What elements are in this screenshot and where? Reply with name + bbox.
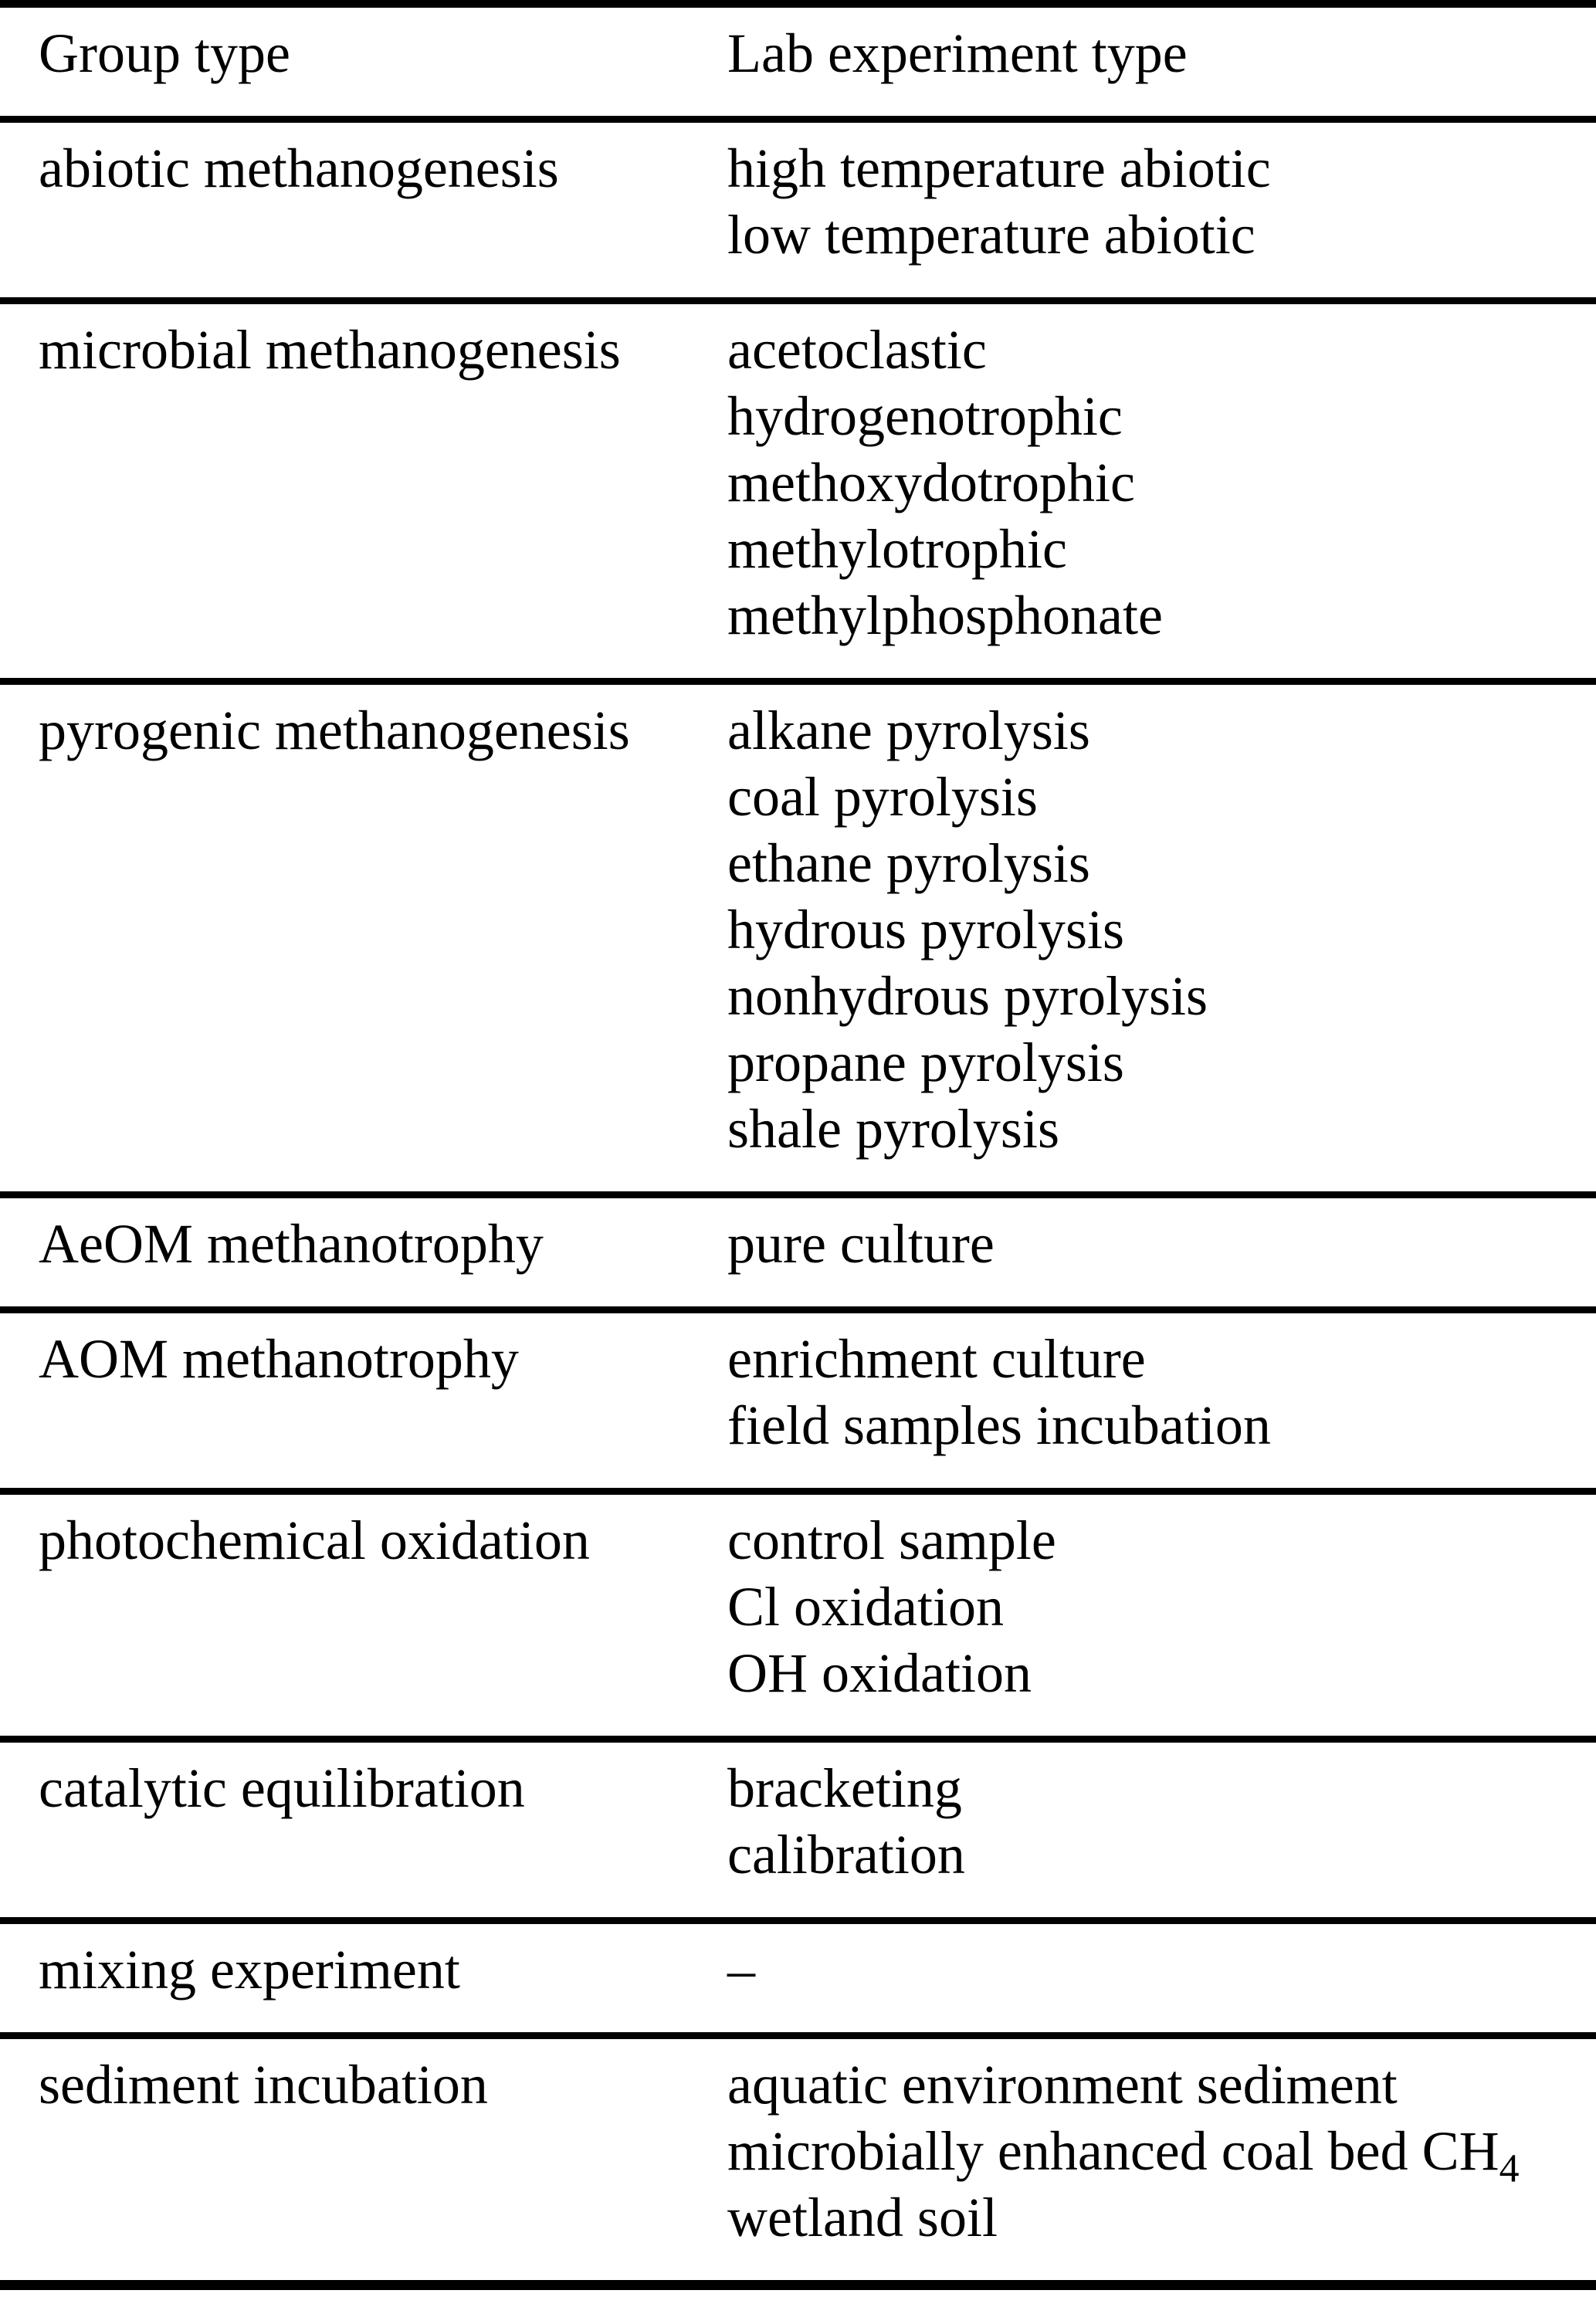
ch4-subscript: 4 (1499, 2146, 1520, 2191)
en-dash-placeholder: – (727, 1939, 755, 2001)
experiment-item: control sample (727, 1509, 1056, 1571)
experiment-item-text: microbially enhanced coal bed CH (727, 2120, 1499, 2182)
table-row-microbial-methanogenesis (0, 301, 1596, 682)
experiment-item: Cl oxidation (727, 1576, 1004, 1638)
experiment-item: wetland soil (727, 2187, 998, 2248)
group-type-cell: AeOM methanotrophy (39, 1213, 544, 1275)
experiment-item: methylotrophic (727, 518, 1067, 580)
group-type-cell: pyrogenic methanogenesis (39, 700, 630, 761)
experiment-item: hydrogenotrophic (727, 385, 1123, 447)
lab-experiments-cell (727, 1310, 1596, 1492)
group-type-cell: microbial methanogenesis (39, 319, 621, 381)
experiment-item: bracketing (727, 1757, 962, 1819)
experiment-item: methylphosphonate (727, 584, 1163, 646)
group-type-cell: catalytic equilibration (39, 1757, 525, 1819)
lab-experiments-cell (727, 120, 1596, 301)
table-row-catalytic-equilibration (0, 1740, 1596, 1921)
table-row-sediment-incubation (0, 2036, 1596, 2285)
experiment-item: shale pyrolysis (727, 1098, 1059, 1160)
lab-experiments-cell (727, 301, 1596, 682)
experiment-item: alkane pyrolysis (727, 700, 1090, 761)
experiment-item: hydrous pyrolysis (727, 899, 1125, 960)
group-type-cell: photochemical oxidation (39, 1509, 590, 1571)
header-row (0, 4, 1596, 120)
experiment-item: propane pyrolysis (727, 1032, 1124, 1093)
experiment-item: nonhydrous pyrolysis (727, 965, 1208, 1027)
experiment-item: ethane pyrolysis (727, 832, 1090, 894)
group-type-cell: mixing experiment (39, 1939, 460, 2001)
group-type-cell: sediment incubation (39, 2054, 488, 2116)
experiment-item: pure culture (727, 1213, 995, 1275)
table-row-aom-methanotrophy (0, 1310, 1596, 1492)
lab-experiments-cell (727, 682, 1596, 1195)
table-row-mixing-experiment (0, 1921, 1596, 2036)
lab-experiments-cell (727, 1195, 1596, 1310)
experiment-item: coal pyrolysis (727, 766, 1038, 828)
experiment-item: low temperature abiotic (727, 204, 1255, 266)
table-row-photochemical-oxidation (0, 1492, 1596, 1740)
lab-experiment-type-header: Lab experiment type (727, 22, 1188, 84)
table-row-pyrogenic-methanogenesis (0, 682, 1596, 1195)
experiment-item: OH oxidation (727, 1642, 1032, 1704)
group-type-cell: AOM methanotrophy (39, 1328, 519, 1390)
lab-experiments-cell (727, 2036, 1596, 2285)
experiment-item: field samples incubation (727, 1394, 1271, 1456)
experiment-item: calibration (727, 1824, 965, 1885)
experiment-item: aquatic environment sediment (727, 2054, 1398, 2116)
experiment-item: acetoclastic (727, 319, 987, 381)
experiment-item: methoxydotrophic (727, 452, 1135, 513)
lab-experiments-cell (727, 1492, 1596, 1740)
experiment-item (727, 2118, 1581, 2191)
group-type-header: Group type (39, 22, 290, 84)
experiment-item: high temperature abiotic (727, 137, 1271, 199)
lab-experiments-cell (727, 1921, 1596, 2036)
table-row-abiotic-methanogenesis (0, 120, 1596, 301)
experiment-item: enrichment culture (727, 1328, 1146, 1390)
table-row-aeom-methanotrophy (0, 1195, 1596, 1310)
lab-experiments-cell (727, 1740, 1596, 1921)
group-type-cell: abiotic methanogenesis (39, 137, 559, 199)
